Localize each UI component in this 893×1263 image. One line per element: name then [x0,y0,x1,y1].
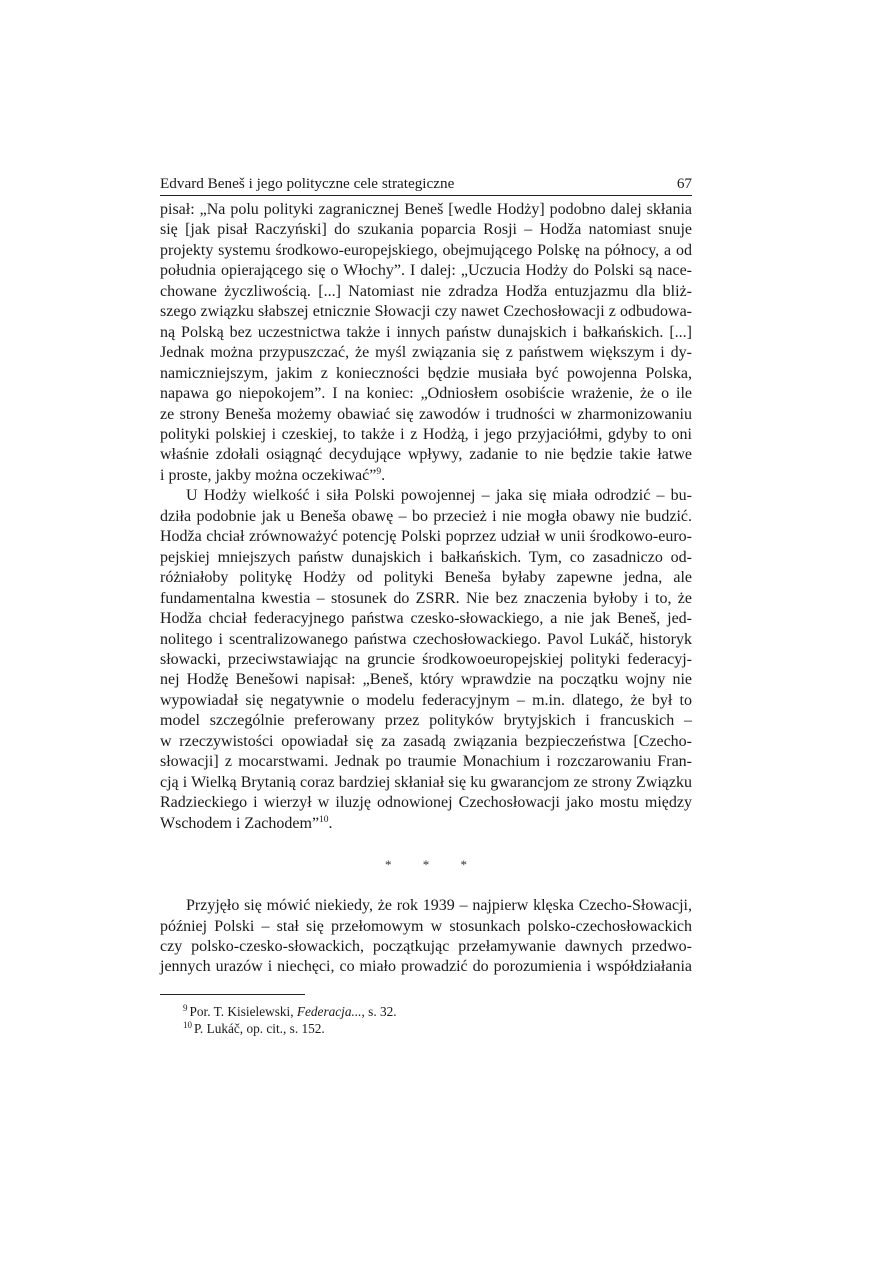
text-line: U Hodży wielkość i siła Polski powojennej – jaka się miała odrodzić – bu- [186,487,692,505]
text-line: model szczególnie preferowany przez polityków brytyjskich i francuskich – [160,712,692,730]
footnote-ref-10[interactable]: 10 [319,814,329,825]
text-line: wypowiadał się negatywnie o modelu federacyjnym – m.in. dlatego, że był to [160,691,692,709]
footnote-number: 10 [183,1019,192,1030]
page-number: 67 [676,175,692,192]
text-line: Hodža chciał federacyjnego państwa czesko-słowackiego, a nie jak Beneš, jed- [160,610,692,628]
text-line: się [jak pisał Raczyński] do szukania poparcia Rosji – Hodža natomiast snuje [160,221,692,239]
text-line: chowane życzliwością. [...] Natomiast nie zdradza Hodža entuzjazmu dla bliż- [160,282,692,300]
line-text: i proste, jakby można oczekiwać” [160,466,377,484]
text-line: namiczniejszym, jakim z konieczności będzie musiała być powojenna Polska, [160,364,692,382]
footnote-text-end: , s. 32. [361,1003,397,1019]
text-line: cją i Wielką Brytanią coraz bardziej skłaniał się ku gwarancjom ze strony Związku [160,773,692,791]
text-line: napawa go niepokojem”. I na koniec: „Odniosłem osobiście wrażenie, że o ile [160,385,692,403]
text-line: Hodža chciał zrównoważyć potencję Polski poprzez udział w unii środkowo-euro- [160,528,692,546]
text-line: nolitego i scentralizowanego państwa czechosłowackiego. Pavol Lukáč, historyk [160,630,692,648]
footnote-italic-title: Federacja... [296,1003,362,1019]
footnote-10 [183,1020,692,1037]
paragraph-1 [160,200,692,486]
text-line [160,814,692,834]
footnotes [160,1003,692,1037]
book-page [160,174,692,1037]
text-line: nej Hodžę Benešowi napisał: „Beneš, który wprawdzie na początku wojny nie [160,671,692,689]
footnote-9 [183,1003,692,1020]
footnote-text: P. Lukáč, op. cit., s. 152. [194,1020,325,1036]
text-line: pisał: „Na polu polityki zagranicznej Beneš [wedle Hodży] podobno dalej skłania [160,201,692,218]
text-line: jennych urazów i niechęci, co miało prowadzić do porozumienia i współdziałania [160,958,692,976]
text-line: szego związku słabszej etnicznie Słowacji czy nawet Czechosłowacji z odbudowa- [160,303,692,321]
paragraph-3 [160,896,692,978]
body-text [160,200,692,978]
text-line: Przyjęło się mówić niekiedy, że rok 1939 – najpierw klęska Czecho-Słowacji, [186,897,692,915]
section-break: * * * [385,857,481,873]
text-line: polityki polskiej i czeskiej, to także i z Hodżą, i jego przyjaciółmi, gdyby to oni [160,425,692,443]
text-line: projekty systemu środkowo-europejskiego, obejmującego Polskę na północy, a od [160,241,692,259]
text-line: później Polski – stał się przełomowym w stosunkach polsko-czechosłowackich [160,917,692,935]
text-line: ną Polską bez uczestnictwa także i innych państw dunajskich i bałkańskich. [...] [160,323,692,341]
trailing-punct: . [381,466,386,484]
text-line: ze strony Beneša możemy obawiać się zawodów i trudności w zharmonizowaniu [160,405,692,423]
text-line: południa opierającego się o Włochy”. I dalej: „Uczucia Hodży do Polski są nace- [160,262,692,280]
text-line: czy polsko-czesko-słowackich, początkując przełamywanie dawnych przedwo- [160,937,692,955]
footnote-ref-9[interactable]: 9 [376,466,382,477]
text-line [160,466,692,486]
footnote-text: Por. T. Kisielewski, [189,1003,297,1019]
text-line: Radzieckiego i wierzył w iluzję odnowionej Czechosłowacji jako mostu między [160,794,692,812]
footnote-divider [160,994,305,995]
trailing-punct: . [328,814,333,832]
paragraph-2 [160,486,692,834]
line-text: Wschodem i Zachodem” [160,814,320,832]
text-line: dziła podobnie jak u Beneša obawę – bo przecież i nie mogła obawy nie budzić. [160,507,692,525]
text-line: Jednak można przypuszczać, że myśl związania się z państwem większym i dy- [160,344,692,362]
footnote-number: 9 [183,1002,188,1013]
text-line: fundamentalna kwestia – stosunek do ZSRR. Nie bez znaczenia byłoby i to, że [160,589,692,607]
text-line: słowacji] z mocarstwami. Jednak po traumie Monachium i rozczarowaniu Fran- [160,753,692,771]
text-line: różniałoby politykę Hodży od polityki Beneša byłaby zapewne jedna, ale [160,569,692,587]
text-line: w rzeczywistości opowiadał się za zasadą związania bezpieczeństwa [Czecho- [160,732,692,750]
running-head [160,174,692,196]
running-head-title: Edvard Beneš i jego polityczne cele strategiczne [160,175,455,192]
text-line: właśnie zdołali osiągnąć decydujące wpływy, zadanie to nie będzie takie łatwe [160,446,692,464]
text-line: słowacki, przeciwstawiając na gruncie środkowoeuropejskiej polityki federacyj- [160,650,692,668]
text-line: pejskiej mniejszych państw dunajskich i bałkańskich. Tym, co zasadniczo od- [160,548,692,566]
